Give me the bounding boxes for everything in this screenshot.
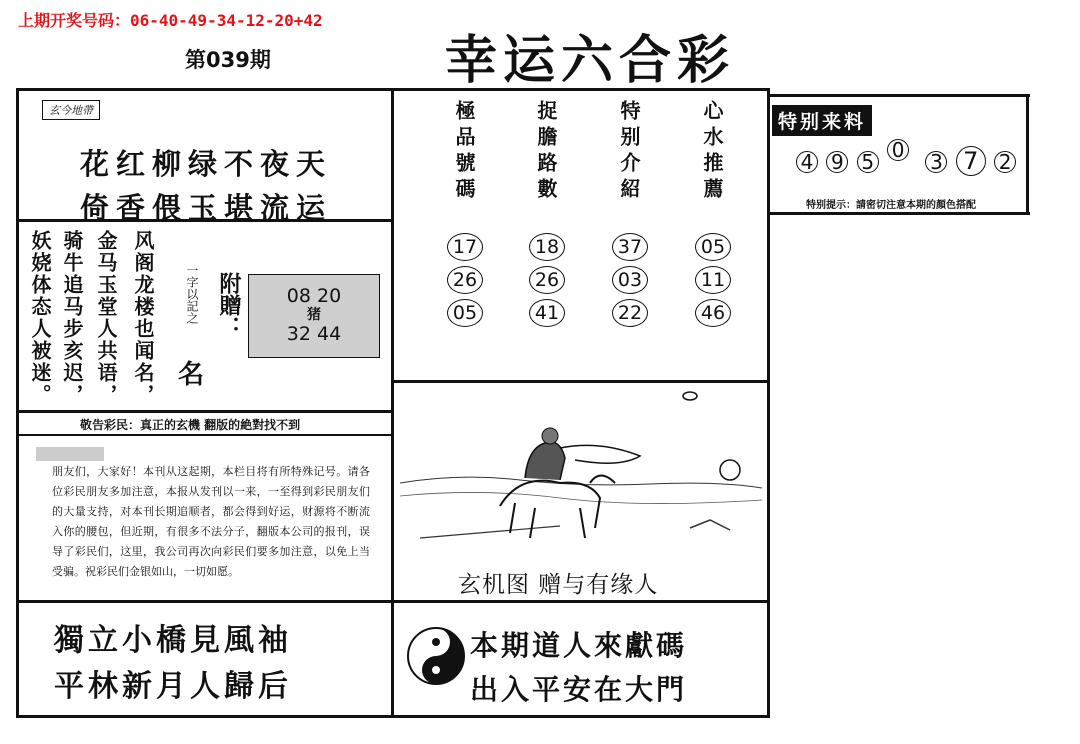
number-ball: 05	[447, 299, 483, 327]
left-divider-2	[18, 410, 391, 413]
number-ball: 46	[695, 299, 731, 327]
riddle-column: 风阁龙楼也闻名，	[131, 230, 155, 406]
number-ball: 05	[695, 233, 731, 261]
number-ball: 26	[529, 266, 565, 294]
number-ball: 22	[612, 299, 648, 327]
middle-divider	[393, 380, 767, 383]
special-box-top	[768, 94, 1030, 97]
riddle-column: 妖娆体态人被迷。	[28, 230, 52, 406]
riddle-column: 骑牛追马步亥迟，	[60, 230, 84, 406]
special-tip: 特别提示：請密切注意本期的顏色搭配	[806, 200, 976, 211]
previous-draw-result: 上期开奖号码：06-40-49-34-12-20+42	[18, 11, 323, 30]
poem-bottom-left	[54, 618, 292, 710]
riddle-column: 金马玉堂人共语，	[94, 230, 118, 406]
special-number: 5	[857, 151, 879, 173]
gift-title: 附贈：	[216, 272, 242, 338]
center-divider	[391, 90, 394, 716]
poem-line: 出入平安在大門	[470, 673, 688, 706]
gift-row: 32 44	[286, 323, 342, 345]
special-number: 2	[994, 151, 1016, 173]
notice-text: 朋友们，大家好！本刊从这起期，本栏目将有所特殊记号。请各位彩民朋友多加注意，本报从发刊以一来，一至得到彩民朋友们的大量支持，对本刊长期追顺者，都会得到好运，财源将不断流入你的腰包，但近期，有很多不法分子，翻版本公司的报刊，误导了彩民们，这里，我公司再次向彩民们要多加注意，以免上当受骗。祝彩民们金银如山，一切如愿。	[52, 465, 370, 578]
issue-number: 第039期	[185, 48, 271, 72]
right-divider	[767, 90, 770, 716]
special-number: 0	[887, 139, 909, 161]
column-head: 極品號碼	[452, 100, 476, 204]
gift-box	[248, 274, 380, 358]
warning-text: 敬告彩民：真正的玄機 翻版的絶對找不到	[80, 418, 301, 432]
special-number: 7	[956, 146, 986, 176]
notice-header-mark	[36, 447, 104, 461]
special-tag: 特别来料	[772, 105, 872, 136]
bottom-divider	[18, 600, 770, 603]
poem-line: 平林新月人歸后	[54, 669, 292, 704]
ox-rider-illustration	[400, 388, 762, 560]
section-tag: 玄今地帶	[42, 100, 100, 120]
special-number: 9	[826, 151, 848, 173]
special-corner	[767, 212, 770, 217]
poem-line: 花红柳绿不夜天	[80, 147, 333, 181]
picture-caption: 玄机图 赠与有缘人	[458, 572, 659, 598]
special-box-edge	[1026, 96, 1029, 214]
poem-bottom-right	[470, 624, 687, 712]
special-number: 4	[796, 151, 818, 173]
number-ball: 41	[529, 299, 565, 327]
number-ball: 26	[447, 266, 483, 294]
gift-zodiac: 猪	[307, 307, 321, 323]
yin-yang-icon	[406, 626, 466, 686]
poem-line: 倚香偎玉堪流运	[80, 191, 333, 225]
special-divider	[768, 212, 1030, 215]
number-ball: 11	[695, 266, 731, 294]
gift-ming: 名	[178, 360, 205, 390]
poem-line: 本期道人來獻碼	[470, 629, 688, 662]
number-ball: 17	[447, 233, 483, 261]
left-divider-3	[18, 434, 391, 436]
number-ball: 18	[529, 233, 565, 261]
special-numbers	[796, 138, 1018, 176]
number-ball: 03	[612, 266, 648, 294]
page-title: 幸运六合彩	[445, 30, 736, 91]
gift-row: 08 20	[286, 285, 342, 307]
special-number: 3	[925, 151, 947, 173]
column-head: 心水推薦	[700, 100, 724, 204]
column-head: 特别介紹	[617, 100, 641, 204]
poem-line: 獨立小橋見風袖	[54, 623, 292, 658]
column-head: 捉膽路數	[534, 100, 558, 204]
gift-side-label: 一字以記之	[185, 264, 199, 324]
number-ball: 37	[612, 233, 648, 261]
poem-top-left	[80, 142, 332, 230]
